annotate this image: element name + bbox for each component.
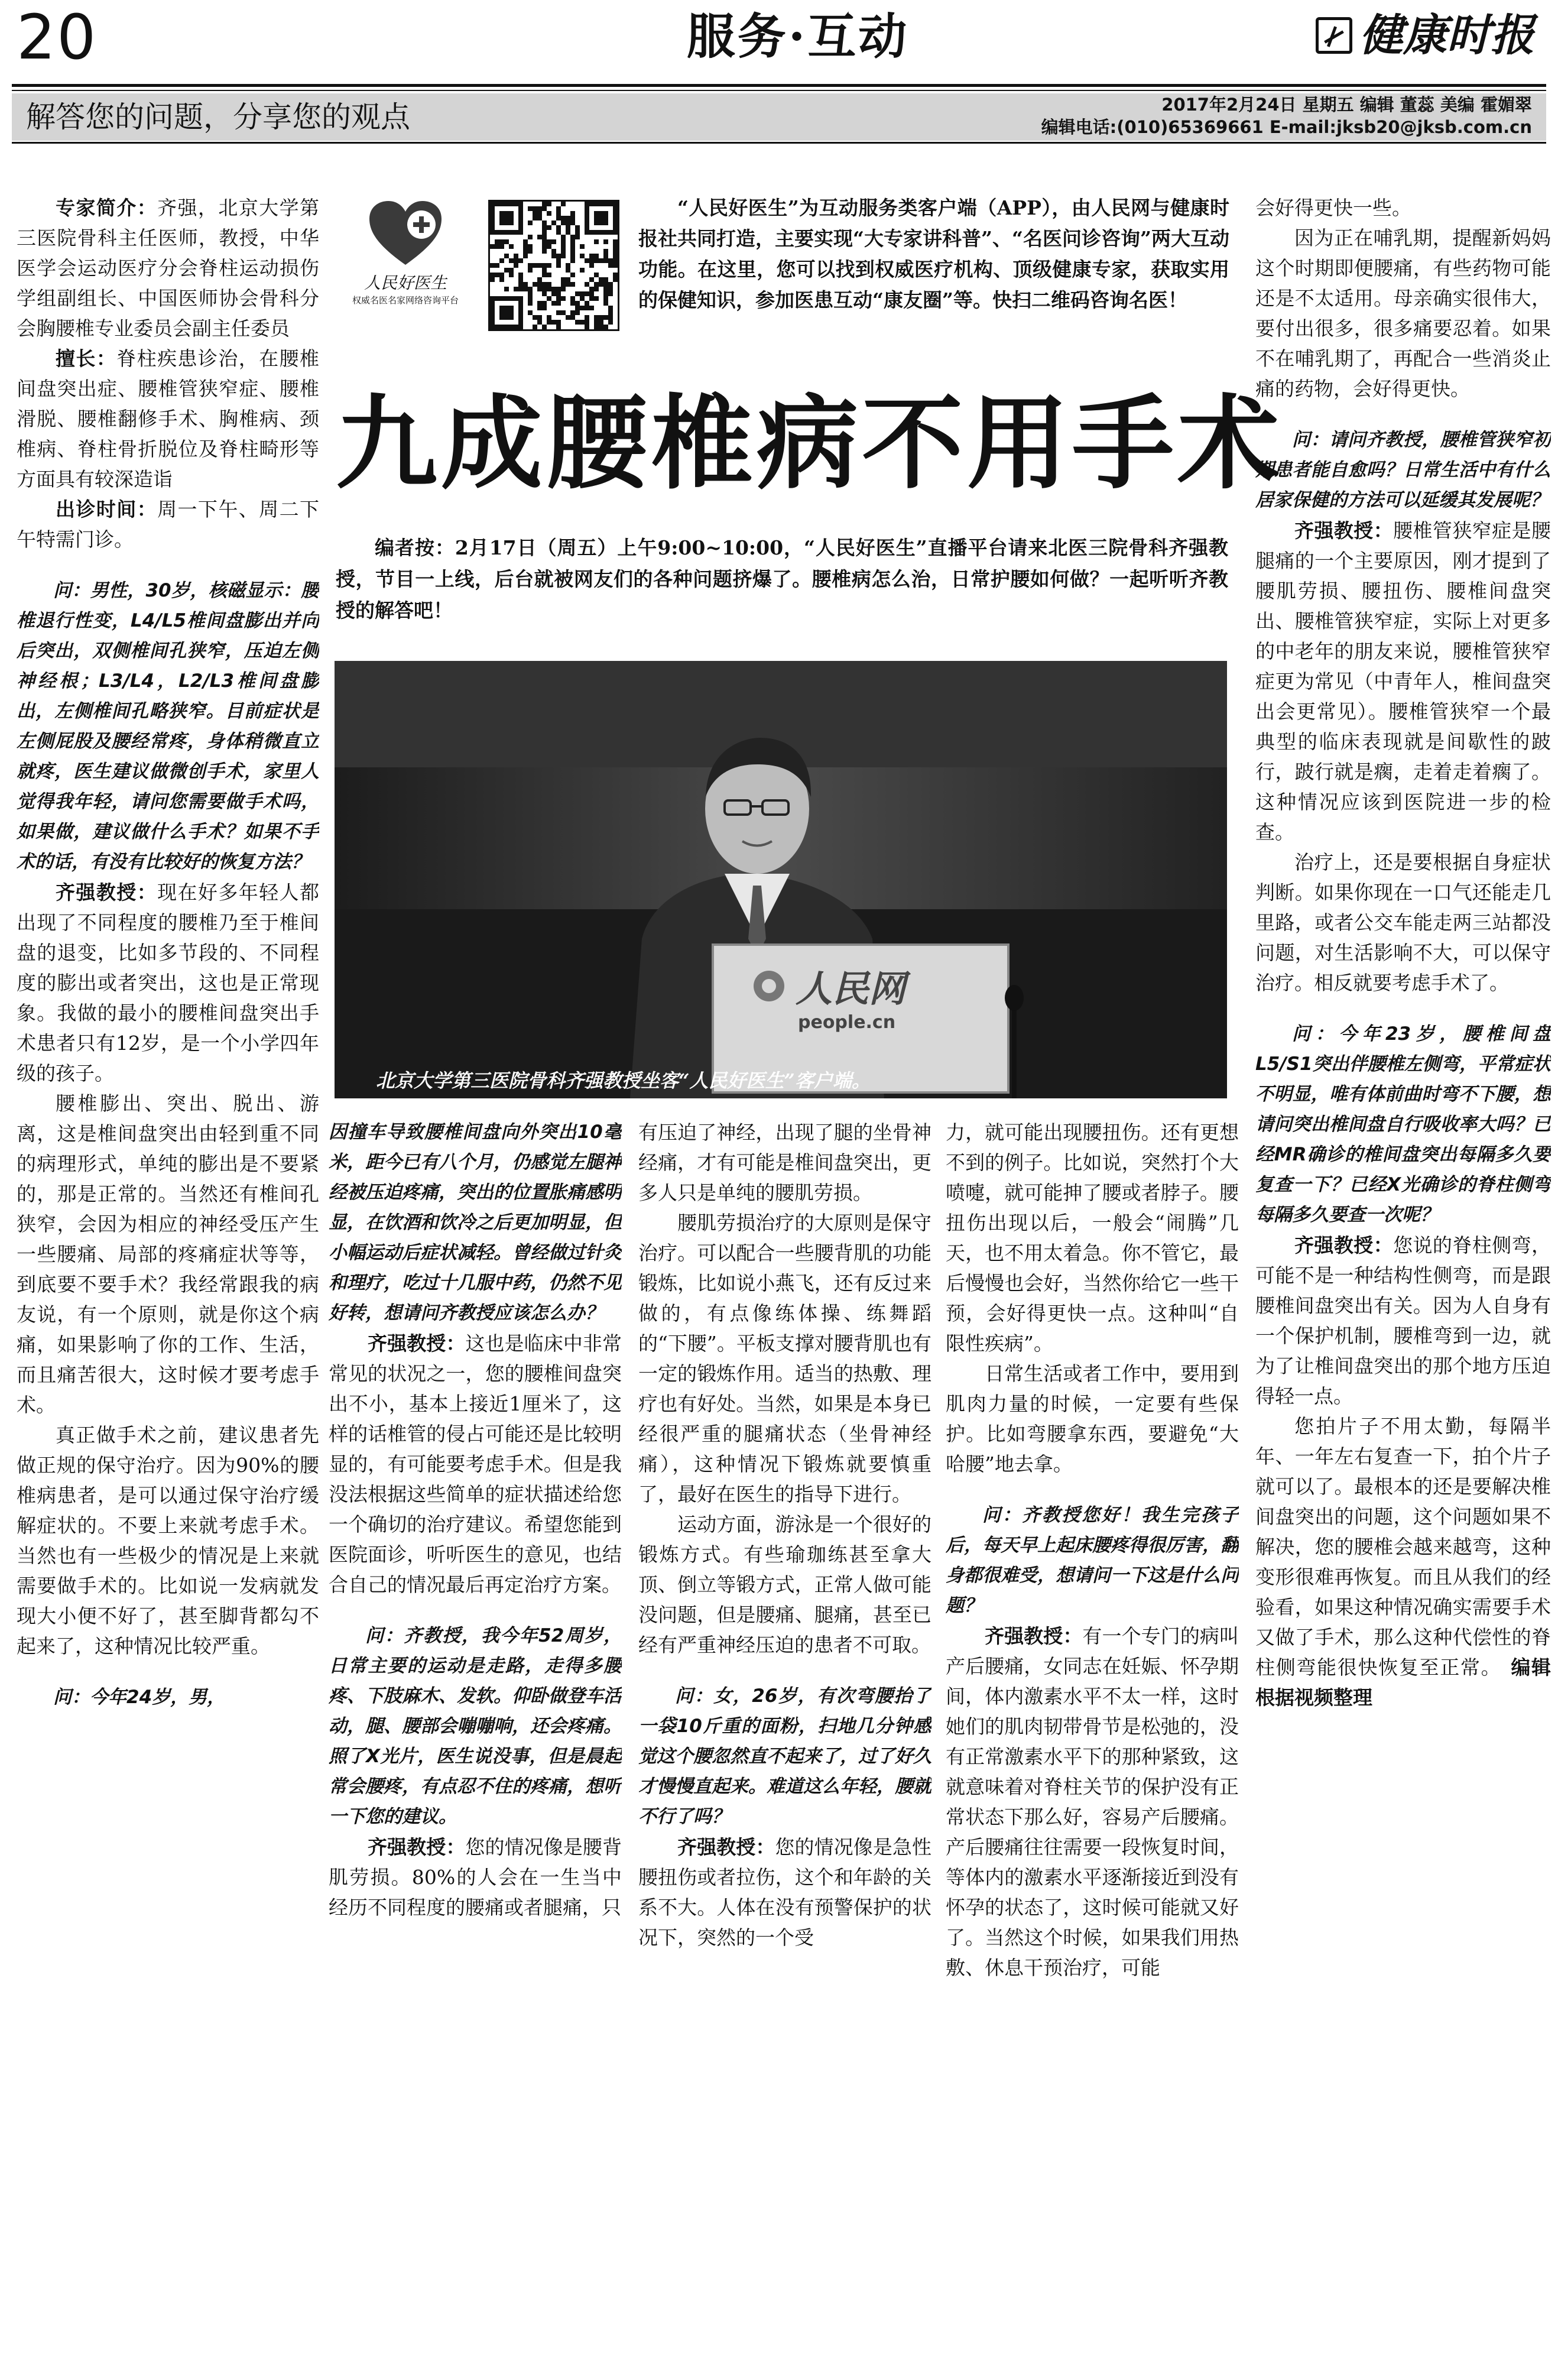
clinic-hours <box>17 494 319 555</box>
question-6 <box>1255 425 1551 515</box>
answer-paragraph: 腰椎膨出、突出、脱出、游离，这是椎间盘突出由轻到重不同的病理形式，单纯的膨出是不要紧的，那是正常的。当然还有椎间孔狭窄，会因为相应的神经受压产生一些腰痛、局部的疼痛症状等等，到底要不要手术？我经常跟我的病友说，有一个原则，就是你这个病痛，如果影响了你的工作、生活，而且痛苦很大，这时候才要考虑手术。 <box>17 1092 319 1416</box>
dateline: 2017年2月24日 星期五 编辑 董蕊 美编 霍媚翠 <box>1161 95 1532 115</box>
qr-code-icon[interactable] <box>488 200 619 331</box>
promo-logo-name: 人民好医生 <box>363 273 447 293</box>
brand-name: 健康时报 <box>1359 10 1534 61</box>
promo-logo <box>346 199 465 306</box>
answer-2 <box>329 1328 622 1600</box>
photo-caption: 北京大学第三医院骨科齐强教授坐客“人民好医生”客户端。 <box>376 1069 871 1092</box>
editor-note-text: 2月17日（周五）上午9:00~10:00，“人民好医生”直播平台请来北医三院骨科齐强教授，节目一上线，后台就被网友们的各种问题挤爆了。腰椎病怎么治，日常护腰如何做？一起听听齐教授的解答吧！ <box>336 536 1228 622</box>
question-text: 今年23岁，腰椎间盘L5/S1突出伴腰椎左侧弯，平常症状不明显，唯有体前曲时弯不下腰，想请问突出椎间盘自行吸收率大吗？已经MR确诊的椎间盘突出每隔多久要复查一下？已经X光确诊的脊柱侧弯每隔多久要查一次呢？ <box>1255 1023 1551 1225</box>
question-text: 齐教授您好！我生完孩子后，每天早上起床腰疼得很厉害，翻身都很难受，想请问一下这是什么问题？ <box>946 1504 1239 1616</box>
question-label: 问： <box>1292 1023 1339 1045</box>
answer-text: 您拍片子不用太勤，每隔半年、一年左右复查一下，拍个片子就可以了。最根本的还是要解决椎间盘突出的问题，这个问题如果不解决，您的腰椎会越来越弯，这种变形很难再恢复。而且从我们的经验看，如果这种情况确实需要手术又做了手术，那么这种代偿性的脊柱侧弯能很快恢复至正常。 <box>1255 1415 1551 1679</box>
editor-contact: 编辑电话:(010)65369661 E-mail:jksb20@jksb.com.cn <box>1041 117 1532 137</box>
section-title: 服务·互动 <box>686 8 910 65</box>
expert-bio-text: 齐强，北京大学第三医院骨科主任医师，教授，中华医学会运动医疗分会脊柱运动损伤学组副组长、中国医师协会骨科分会胸腰椎专业委员会副主任委员 <box>17 196 319 340</box>
clinic-hours-text: 周一下午、周二下午特需门诊。 <box>17 498 319 551</box>
expert-skill-text: 脊柱疾患诊治，在腰椎间盘突出症、腰椎管狭窄症、腰椎滑脱、腰椎翻修手术、胸椎病、颈椎病、脊柱骨折脱位及脊柱畸形等方面具有较深造诣 <box>17 347 319 491</box>
expert-bio <box>17 193 319 343</box>
clinic-hours-label: 出诊时间： <box>56 498 158 521</box>
answer-text: 您的情况像是急性腰扭伤或者拉伤，这个和年龄的关系不大。人体在没有预警保护的状况下，突然的一个受 <box>638 1836 931 1949</box>
answer-5 <box>946 1621 1239 1983</box>
brand-emblem-icon <box>1316 17 1352 54</box>
answer-label: 齐强教授： <box>368 1836 466 1859</box>
answer-paragraph: 日常生活或者工作中，要用到肌肉力量的时候，一定要有些保护。比如弯腰拿东西，要避免“大哈腰”地去拿。 <box>946 1362 1239 1476</box>
answer-3 <box>329 1832 622 1922</box>
answer-label: 齐强教授： <box>368 1332 466 1355</box>
signoff: 编辑根据视频整理 <box>1255 1656 1551 1709</box>
question-5 <box>946 1500 1239 1621</box>
promo-logo-tagline: 权威名医名家网络咨询平台 <box>352 295 459 306</box>
answer-3-cont: 有压迫了神经，出现了腿的坐骨神经痛，才有可能是椎间盘突出，更多人只是单纯的腰肌劳损。 <box>638 1121 931 1204</box>
question-text: 男性，30岁，核磁显示：腰椎退行性变，L4/L5椎间盘膨出并向后突出，双侧椎间孔狭窄，压迫左侧神经根；L3/L4，L2/L3椎间盘膨出，左侧椎间孔略狭窄。目前症状是左侧屁股及腰经常疼，身体稍微直立就疼，医生建议做微创手术，家里人觉得我年轻，请问您需要做手术吗，如果做，建议做什么手术？如果不手术的话，有没有比较好的恢复方法？ <box>17 580 319 873</box>
answer-text: 这也是临床中非常常见的状况之一，您的腰椎间盘突出不小，基本上接近1厘米了，这样的话椎管的侵占可能还是比较明显的，有可能要考虑手术。但是我没法根据这些简单的症状描述给您一个确切的治疗建议。希望您能到医院面诊，听听医生的意见，也结合自己的情况最后再定治疗方案。 <box>329 1332 622 1596</box>
answer-7 <box>1255 1230 1551 1411</box>
column-2 <box>329 1117 622 2368</box>
answer-5-cont: 会好得更快一些。 <box>1255 196 1411 219</box>
answer-label: 齐强教授： <box>56 881 158 904</box>
answer-text: 现在好多年轻人都出现了不同程度的腰椎乃至于椎间盘的退变，比如多节段的、不同程度的膨出或者突出，这也是正常现象。我做的最小的腰椎间盘突出手术患者只有12岁，是一个小学四年级的孩子。 <box>17 881 319 1085</box>
answer-4 <box>638 1832 931 1953</box>
column-5 <box>1255 193 1551 2368</box>
answer-label: 齐强教授： <box>1294 1234 1394 1257</box>
editor-note-label: 编者按： <box>375 536 455 559</box>
question-7 <box>1255 1019 1551 1230</box>
question-label: 问： <box>365 1625 404 1646</box>
page-number: 20 <box>17 1 98 73</box>
question-label: 问： <box>53 580 90 601</box>
answer-6 <box>1255 515 1551 847</box>
promo-text: “人民好医生”为互动服务类客户端（APP），由人民网与健康时报社共同打造，主要实现“大专家讲科普”、“名医问诊咨询”两大互动功能。在这里，您可以找到权威医疗机构、顶级健康专家，获取实用的保健知识，参加医患互动“康友圈”等。快扫二维码咨询名医！ <box>638 196 1229 312</box>
answer-label: 齐强教授： <box>677 1836 775 1859</box>
question-label: 问： <box>675 1685 714 1707</box>
answer-paragraph: 腰肌劳损治疗的大原则是保守治疗。可以配合一些腰背肌的功能锻炼，比如说小燕飞，还有反过来做的，有点像练体操、练舞蹈的“下腰”。平板支撑对腰背肌也有一定的锻炼作用。适当的热敷、理疗也有好处。当然，如果是本身已经很严重的腿痛状态（坐骨神经痛），这种情况下锻炼就要慎重了，最好在医生的指导下进行。 <box>638 1211 931 1506</box>
answer-paragraph: 因为正在哺乳期，提醒新妈妈这个时期即便腰痛，有些药物可能还是不太适用。母亲确实很伟大，要付出很多，很多痛要忍着。如果不在哺乳期了，再配合一些消炎止痛的药物，会好得更快。 <box>1255 226 1551 400</box>
laptop-screen-logo: 人民网 <box>796 967 906 1010</box>
masthead-rule-thin <box>12 90 1546 91</box>
expert-skill <box>17 343 319 494</box>
answer-text: 您的情况像是腰背肌劳损。80%的人会在一生当中经历不同程度的腰痛或者腿痛，只 <box>329 1836 622 1919</box>
answer-1 <box>17 877 319 1088</box>
question-text: 女，26岁，有次弯腰抬了一袋10斤重的面粉，扫地几分钟感觉这个腰忽然直不起来了，过了好久才慢慢直起来。难道这么年轻，腰就不行了吗？ <box>638 1685 931 1827</box>
question-text: 齐教授，我今年52周岁，日常主要的运动是走路，走得多腰疼、下肢麻木、发软。仰卧做登车活动，腿、腰部会嘣嘣响，还会疼痛。照了X光片，医生说没事，但是晨起常会腰疼，有点忍不住的疼痛，想听一下您的建议。 <box>329 1625 622 1827</box>
answer-4-cont: 力，就可能出现腰扭伤。还有更想不到的例子。比如说，突然打个大喷嚏，就可能抻了腰或者脖子。腰扭伤出现以后，一般会“闹腾”几天，也不用太着急。你不管它，最后慢慢也会好，当然你给它一些干预，会好得更快一点。这种叫“自限性疾病”。 <box>946 1121 1239 1355</box>
question-label: 问： <box>53 1687 90 1708</box>
expert-skill-label: 擅长： <box>56 347 117 370</box>
answer-paragraph <box>1255 1411 1551 1713</box>
question-label: 问： <box>982 1504 1023 1526</box>
answer-text: 腰椎管狭窄症是腰腿痛的一个主要原因，刚才提到了腰肌劳损、腰扭伤、腰椎间盘突出、腰椎管狭窄症，实际上对更多的中老年的朋友来说，腰椎管狭窄症更为常见（中青年人，椎间盘突出会更常见）。腰椎管狭窄一个最典型的临床表现就是间歇性的跛行，跛行就是瘸，走着走着瘸了。这种情况应该到医院进一步的检查。 <box>1255 519 1551 844</box>
answer-paragraph: 真正做手术之前，建议患者先做正规的保守治疗。因为90%的腰椎病患者，是可以通过保守治疗缓解症状的。不要上来就考虑手术。当然也有一些极少的情况是上来就需要做手术的。比如说一发病就发现大小便不好了，甚至脚背都勾不起来了，这种情况比较严重。 <box>17 1424 319 1658</box>
masthead-rule <box>12 84 1546 87</box>
question-text: 今年24岁，男， <box>90 1687 226 1708</box>
question-1 <box>17 576 319 877</box>
question-2-cont: 因撞车导致腰椎间盘向外突出10毫米，距今已有八个月，仍感觉左腿神经被压迫疼痛，突出的位置胀痛感明显，在饮酒和饮冷之后更加明显，但小幅运动后症状减轻。曾经做过针灸和理疗，吃过十几服中药，仍然不见好转，想请问齐教授应该怎么办？ <box>329 1121 622 1324</box>
question-2 <box>17 1682 319 1713</box>
question-text: 请问齐教授，腰椎管狭窄初期患者能自愈吗？日常生活中有什么居家保健的方法可以延缓其发展呢？ <box>1255 429 1551 511</box>
column-4 <box>946 1117 1239 2368</box>
article-photo <box>335 661 1227 1098</box>
question-label: 问： <box>1292 429 1329 450</box>
answer-label: 齐强教授： <box>1294 519 1394 542</box>
answer-paragraph: 运动方面，游泳是一个很好的锻炼方式。有些瑜珈练甚至拿大顶、倒立等锻方式，正常人做可能没问题，但是腰痛、腿痛，甚至已经有严重神经压迫的患者不可取。 <box>638 1513 931 1656</box>
question-4 <box>638 1681 931 1832</box>
column-3 <box>638 1117 931 2368</box>
laptop-screen-url: people.cn <box>798 1012 896 1033</box>
answer-text: 您说的脊柱侧弯，可能不是一种结构性侧弯，而是跟腰椎间盘突出有关。因为人自身有一个保护机制，腰椎弯到一边，就为了让椎间盘突出的那个地方压迫得轻一点。 <box>1255 1234 1551 1408</box>
answer-text: 有一个专门的病叫产后腰痛，女同志在妊娠、怀孕期间，体内激素水平不太一样，这时她们的肌肉韧带骨节是松弛的，没有正常激素水平下的那种紧致，这就意味着对脊柱关节的保护没有正常状态下那么好，容易产后腰痛。产后腰痛往往需要一段恢复时间，等体内的激素水平逐渐接近到没有怀孕的状态了，这时候可能就又好了。当然这个时候，如果我们用热敷、休息干预治疗，可能 <box>946 1625 1239 1979</box>
column-1 <box>17 193 319 2368</box>
editor-note <box>336 532 1228 626</box>
brand-logo <box>1316 12 1534 59</box>
answer-paragraph: 治疗上，还是要根据自身症状判断。如果你现在一口气还能走几里路，或者公交车能走两三站都没问题，对生活影响不大，可以保守治疗。相反就要考虑手术了。 <box>1255 851 1551 994</box>
heart-plus-icon <box>367 199 444 270</box>
expert-bio-label: 专家简介： <box>56 196 158 219</box>
tagline-rule <box>12 142 1546 144</box>
answer-label: 齐强教授： <box>985 1625 1083 1648</box>
question-3 <box>329 1621 622 1832</box>
tagline: 解答您的问题，分享您的观点 <box>26 100 410 134</box>
headline: 九成腰椎病不用手术 <box>336 383 1283 503</box>
